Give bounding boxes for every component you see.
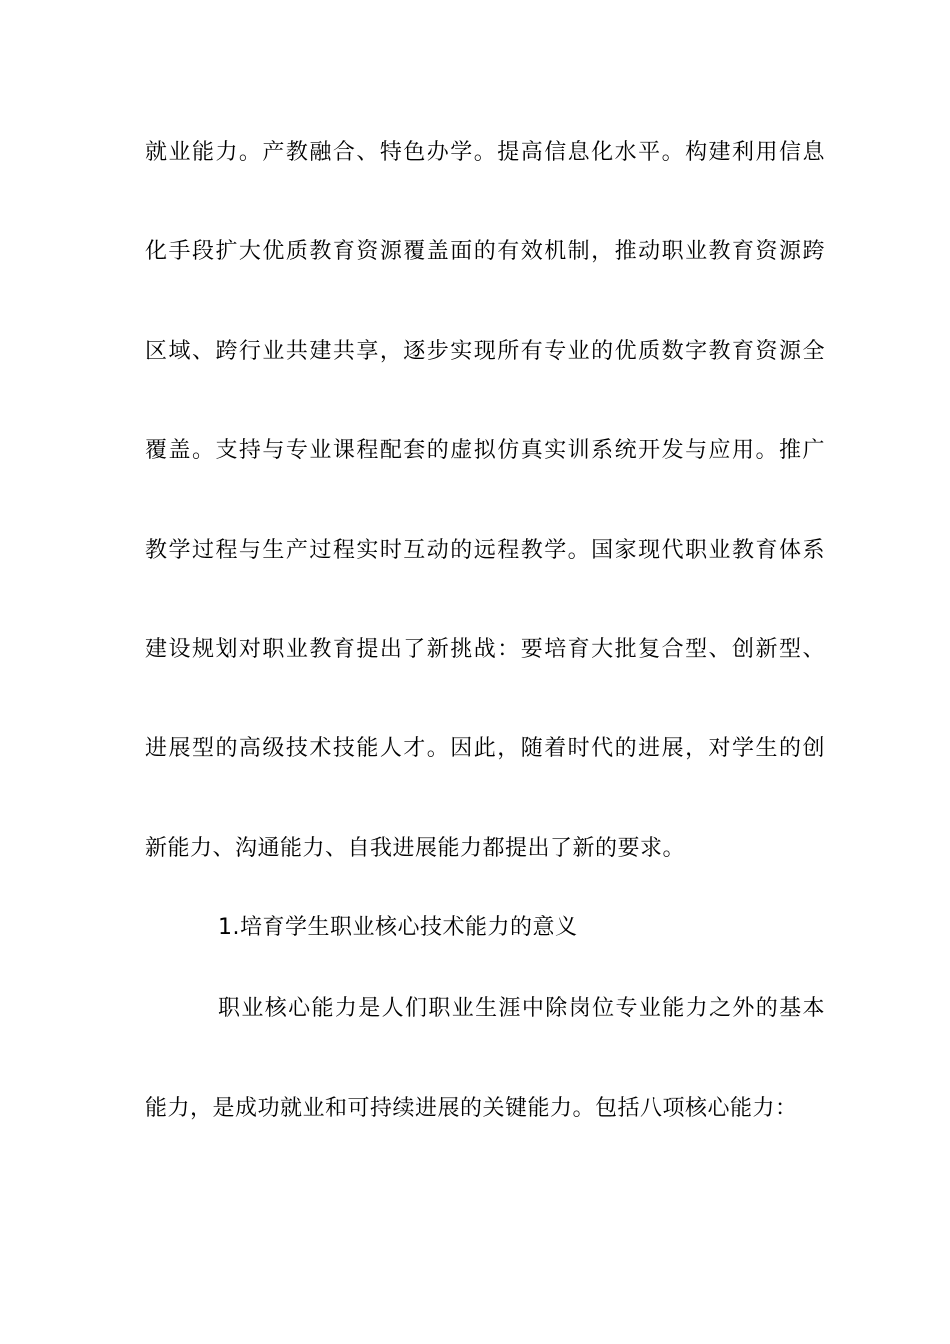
body-text-line: 区域、跨行业共建共享，逐步实现所有专业的优质数字教育资源全 — [145, 339, 825, 364]
section-heading: 1.培育学生职业核心技术能力的意义 — [218, 915, 578, 940]
body-text-line: 化手段扩大优质教育资源覆盖面的有效机制，推动职业教育资源跨 — [145, 239, 825, 264]
body-text-line: 建设规划对职业教育提出了新挑战：要培育大批复合型、创新型、 — [145, 637, 825, 662]
body-text-line: 覆盖。支持与专业课程配套的虚拟仿真实训系统开发与应用。推广 — [145, 438, 825, 463]
body-text-line: 新能力、沟通能力、自我进展能力都提出了新的要求。 — [145, 836, 686, 861]
body-text-line: 就业能力。产教融合、特色办学。提高信息化水平。构建利用信息 — [145, 140, 825, 165]
body-text-line: 能力，是成功就业和可持续进展的关键能力。包括八项核心能力： — [145, 1096, 798, 1121]
paragraph-first-line: 职业核心能力是人们职业生涯中除岗位专业能力之外的基本 — [218, 996, 825, 1021]
body-text-line: 教学过程与生产过程实时互动的远程教学。国家现代职业教育体系 — [145, 538, 825, 563]
body-text-line: 进展型的高级技术技能人才。因此，随着时代的进展，对学生的创 — [145, 736, 825, 761]
